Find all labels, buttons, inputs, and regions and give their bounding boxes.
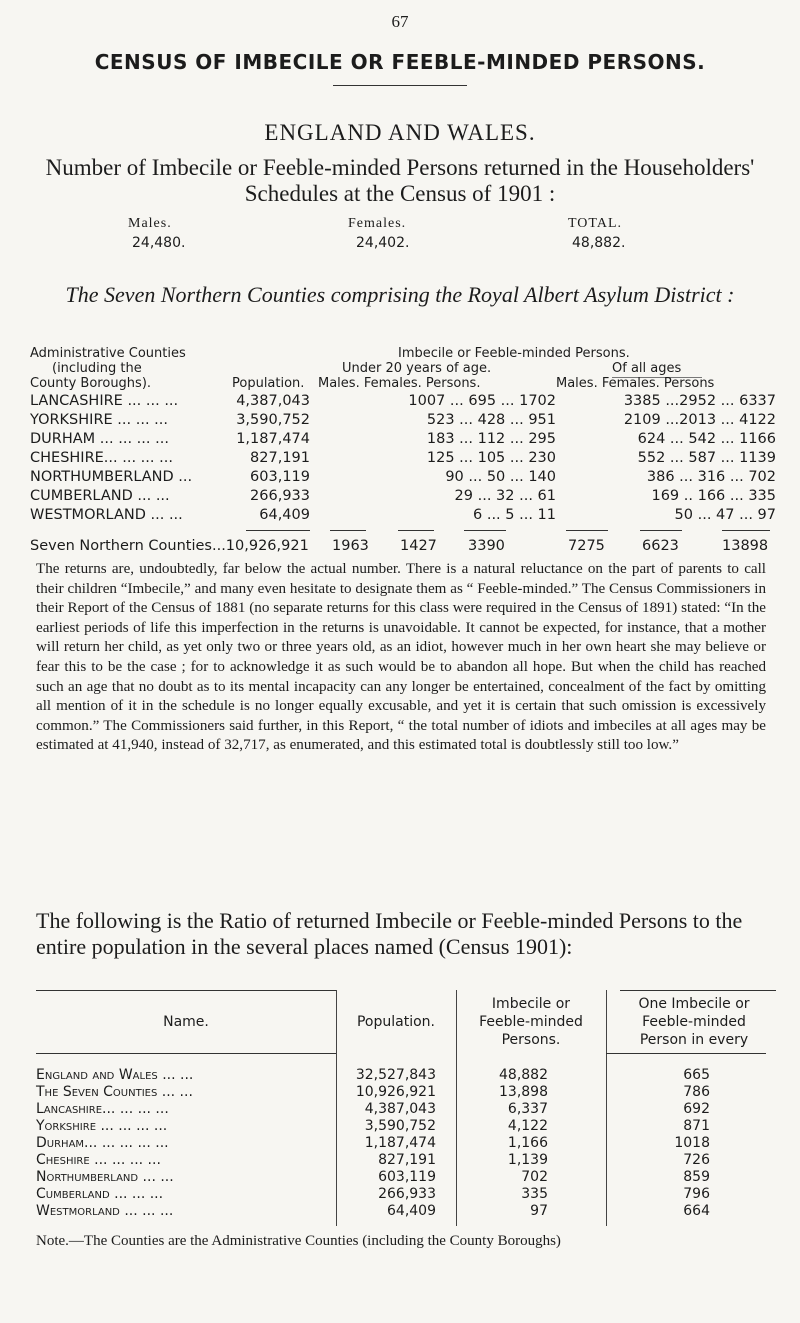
body-paragraph: The returns are, undoubtedly, far below the actual number. There is a natural reluctance on the part of parents to call their children “Imbecile,” and many even hesitate to designate them as “ Feeble-minded.” The Census Commissioners in their Report of the Census of 1881 (no separate returns for this class were required in the Census of 1891) stated: “In the earliest periods of life this imperfection in the returns is unavoidable. It cannot be expected, for instance, that a mother will return her child, as yet only two or three years old, as an idiot, however much in her own heart she may believe or fear this to be the case ; for to acknowledge it as such would be to abandon all hope. But when the child has reached such an age that no doubt as to its mental incapacity can any longer be entertained, concealment of the fact by omitting all mention of it in the schedule is no longer equally excusable, and yet it is certain that such omission is excessively common.” The Commissioners said further, in this Report, “ the total number of idiots and imbeciles at all ages may be estimated at 41,940, instead of 32,717, as enumerated, and this estimated total is doubtlessly still too low.” xyxy=(36,561,766,754)
t2-place: Cheshire ... ... ... ... xyxy=(36,1152,161,1168)
t1-under20: 183 ... 112 ... 295 xyxy=(426,431,556,447)
t2-ratio: 1018 xyxy=(674,1135,710,1151)
t1-under20: 29 ... 32 ... 61 xyxy=(454,488,556,504)
t2-imbecile: 97 xyxy=(530,1203,548,1219)
district-heading: The Seven Northern Counties comprising the Royal Albert Asylum District : xyxy=(65,282,735,307)
females-label: Females. xyxy=(348,216,407,231)
t1-allages: 169 .. 166 ... 335 xyxy=(651,488,776,504)
title-rule xyxy=(333,85,467,86)
t1-under20: 90 ... 50 ... 140 xyxy=(445,469,556,485)
t2-head-rule xyxy=(36,1053,336,1054)
t2-head-imb-1: Imbecile or xyxy=(491,996,571,1012)
t2-place: Cumberland ... ... ... xyxy=(36,1186,164,1202)
t2-head-ratio-1: One Imbecile or xyxy=(638,996,750,1012)
t1-total-f20: 1427 xyxy=(400,538,437,554)
t2-place: England and Wales ... ... xyxy=(36,1067,194,1083)
t2-head-name: Name. xyxy=(163,1014,209,1030)
t2-top-rule-right xyxy=(620,990,776,991)
t1-under20: 125 ... 105 ... 230 xyxy=(426,450,556,466)
t1-county: YORKSHIRE ... ... ... xyxy=(30,412,168,428)
t2-ratio: 871 xyxy=(683,1118,710,1134)
t1-under20: 1007 ... 695 ... 1702 xyxy=(408,393,556,409)
t2-population: 32,527,843 xyxy=(355,1067,436,1083)
t2-head-imb-2: Feeble-minded xyxy=(479,1014,583,1030)
total-value: 48,882. xyxy=(572,235,626,251)
t2-head-ratio-2: Feeble-minded xyxy=(642,1014,746,1030)
t2-ratio: 665 xyxy=(683,1067,710,1083)
t1-population: 266,933 xyxy=(250,488,310,504)
t2-place: Durham... ... ... ... ... xyxy=(36,1135,169,1151)
t1-population: 64,409 xyxy=(259,507,310,523)
t1-total-m20: 1963 xyxy=(332,538,369,554)
t2-population: 4,387,043 xyxy=(364,1101,436,1117)
t2-top-rule xyxy=(36,990,336,991)
t1-sum-rule xyxy=(640,530,682,531)
t2-population: 3,590,752 xyxy=(364,1118,436,1134)
t1-population: 3,590,752 xyxy=(236,412,310,428)
t1-county: WESTMORLAND ... ... xyxy=(30,507,183,523)
males-label: Males. xyxy=(128,216,172,231)
t1-allages: 3385 ...2952 ... 6337 xyxy=(623,393,776,409)
census-title: CENSUS OF IMBECILE OR FEEBLE-MINDED PERSONS. xyxy=(94,50,706,74)
t1-total-f: 6623 xyxy=(642,538,679,554)
t1-sum-rule xyxy=(330,530,366,531)
t2-imbecile: 1,166 xyxy=(507,1135,548,1151)
t1-total-m: 7275 xyxy=(568,538,605,554)
t2-imbecile: 1,139 xyxy=(507,1152,548,1168)
t2-population: 1,187,474 xyxy=(364,1135,436,1151)
t2-ratio: 796 xyxy=(683,1186,710,1202)
t2-population: 266,933 xyxy=(378,1186,436,1202)
t2-imbecile: 335 xyxy=(521,1186,548,1202)
t2-place: Northumberland ... ... xyxy=(36,1169,174,1185)
t1-head-counties-2: (including the xyxy=(52,361,142,376)
t2-place: Lancashire... ... ... ... xyxy=(36,1101,169,1117)
t2-imbecile: 4,122 xyxy=(507,1118,548,1134)
t2-population: 603,119 xyxy=(378,1169,436,1185)
lead-text: Number of Imbecile or Feeble-minded Persons returned in the Householders' Schedules at the Census of 1901 : xyxy=(45,155,755,206)
t1-county: LANCASHIRE ... ... ... xyxy=(30,393,179,409)
t1-head-cols2: Males. Females. Persons xyxy=(556,376,715,391)
t2-ratio: 692 xyxy=(683,1101,710,1117)
t1-allages: 624 ... 542 ... 1166 xyxy=(637,431,776,447)
t1-allages: 50 ... 47 ... 97 xyxy=(674,507,776,523)
t2-place: Yorkshire ... ... ... ... xyxy=(36,1118,168,1134)
t1-head-allages: Of all ages xyxy=(612,361,682,376)
t1-population: 4,387,043 xyxy=(236,393,310,409)
t1-head-counties-1: Administrative Counties xyxy=(30,346,186,361)
t1-total-p: 13898 xyxy=(722,538,769,554)
t1-sum-rule xyxy=(398,530,434,531)
t1-head-cols: Males. Females. Persons. xyxy=(318,376,481,391)
t1-head-counties-3: County Boroughs). xyxy=(30,376,152,391)
t2-place: The Seven Counties ... ... xyxy=(36,1084,193,1100)
t1-sum-rule xyxy=(246,530,310,531)
males-value: 24,480. xyxy=(132,235,186,251)
t1-under20: 6 ... 5 ... 11 xyxy=(473,507,556,523)
t1-sum-rule xyxy=(566,530,608,531)
t1-county: DURHAM ... ... ... ... xyxy=(30,431,169,447)
females-value: 24,402. xyxy=(356,235,410,251)
t2-head-ratio-3: Person in every xyxy=(639,1032,749,1048)
page-number: 67 xyxy=(391,12,409,31)
t1-sum-rule xyxy=(464,530,506,531)
t1-under20: 523 ... 428 ... 951 xyxy=(426,412,556,428)
t1-county: NORTHUMBERLAND ... xyxy=(30,469,193,485)
t1-population: 1,187,474 xyxy=(236,431,310,447)
t2-population: 827,191 xyxy=(378,1152,436,1168)
t1-county: CHESHIRE... ... ... ... xyxy=(30,450,173,466)
t1-allages: 386 ... 316 ... 702 xyxy=(646,469,776,485)
ratio-heading: The following is the Ratio of returned Imbecile or Feeble-minded Persons to the entire population in the several places named (Census 1901): xyxy=(36,908,743,959)
total-label: TOTAL. xyxy=(568,216,623,231)
t1-population: 827,191 xyxy=(250,450,310,466)
t2-ratio: 859 xyxy=(683,1169,710,1185)
t1-sum-rule xyxy=(722,530,770,531)
t1-allages: 552 ... 587 ... 1139 xyxy=(637,450,776,466)
t2-imbecile: 6,337 xyxy=(507,1101,548,1117)
t2-head-rule-right xyxy=(606,1053,766,1054)
t1-population: 603,119 xyxy=(250,469,310,485)
t2-population: 64,409 xyxy=(387,1203,436,1219)
footnote: Note.—The Counties are the Administrative Counties (including the County Boroughs) xyxy=(36,1233,561,1249)
t2-ratio: 664 xyxy=(683,1203,710,1219)
t1-head-population: Population. xyxy=(232,376,305,391)
t2-imbecile: 48,882 xyxy=(499,1067,548,1083)
t1-head-under20: Under 20 years of age. xyxy=(342,361,492,376)
t1-county: CUMBERLAND ... ... xyxy=(30,488,170,504)
t2-imbecile: 13,898 xyxy=(499,1084,548,1100)
t2-ratio: 786 xyxy=(683,1084,710,1100)
t2-imbecile: 702 xyxy=(521,1169,548,1185)
t2-head-imb-3: Persons. xyxy=(501,1032,561,1048)
t1-total-p20: 3390 xyxy=(468,538,505,554)
t2-population: 10,926,921 xyxy=(355,1084,436,1100)
section-title: ENGLAND AND WALES. xyxy=(264,120,536,145)
t1-total-label: Seven Northern Counties...10,926,921 xyxy=(30,538,309,554)
t1-head-group: Imbecile or Feeble-minded Persons. xyxy=(398,346,630,361)
t2-head-population: Population. xyxy=(356,1014,435,1030)
t2-place: Westmorland ... ... ... xyxy=(36,1203,174,1219)
t2-ratio: 726 xyxy=(683,1152,710,1168)
t1-allages: 2109 ...2013 ... 4122 xyxy=(623,412,776,428)
